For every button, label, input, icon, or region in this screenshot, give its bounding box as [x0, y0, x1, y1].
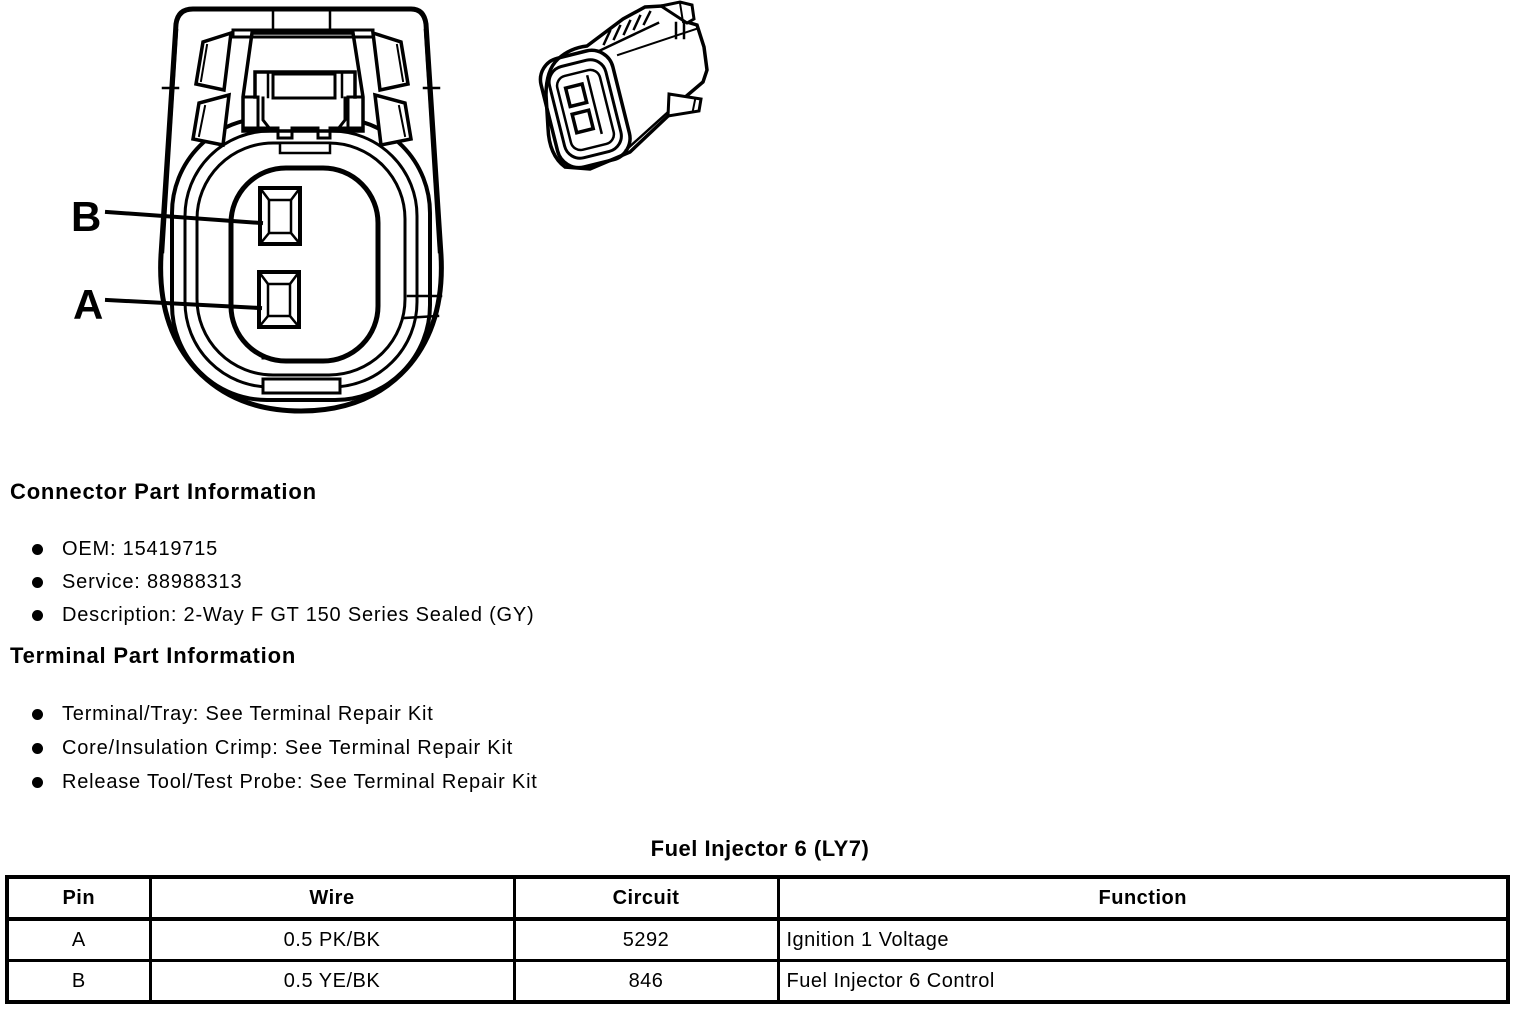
connector-front-view	[71, 9, 441, 411]
table-title: Fuel Injector 6 (LY7)	[650, 836, 870, 861]
bullet-icon	[32, 610, 43, 621]
column-header-pin: Pin	[7, 877, 150, 919]
terminal-info-list	[0, 697, 538, 799]
table-row	[7, 919, 1508, 961]
list-item	[0, 731, 538, 765]
connector-diagrams	[0, 0, 760, 460]
pin-a-label: A	[73, 281, 104, 328]
terminal-part-info-heading: Terminal Part Information	[10, 643, 297, 668]
table-row	[7, 961, 1508, 1003]
cell-circuit: 5292	[514, 919, 778, 961]
bullet-icon	[32, 709, 43, 720]
bullet-icon	[32, 743, 43, 754]
keying-tab-bottom-outer	[263, 379, 340, 393]
cell-wire: 0.5 PK/BK	[150, 919, 514, 961]
pin-b-cavity	[260, 188, 300, 244]
oem-number: OEM: 15419715	[62, 538, 219, 560]
cell-function: Fuel Injector 6 Control	[778, 961, 1508, 1003]
column-header-function: Function	[778, 877, 1508, 919]
cell-function: Ignition 1 Voltage	[778, 919, 1508, 961]
list-item	[0, 765, 538, 799]
list-item	[0, 599, 535, 632]
service-number: Service: 88988313	[62, 571, 243, 593]
cell-wire: 0.5 YE/BK	[150, 961, 514, 1003]
crimp-info: Core/Insulation Crimp: See Terminal Repair Kit	[62, 736, 514, 759]
list-item	[0, 566, 535, 599]
pinout-table	[5, 875, 1510, 1004]
cell-circuit: 846	[514, 961, 778, 1003]
latch-tower	[233, 12, 373, 153]
connector-part-info-heading: Connector Part Information	[10, 479, 317, 504]
bullet-icon	[32, 544, 43, 555]
connector-side-view	[536, 2, 707, 172]
release-tool-info: Release Tool/Test Probe: See Terminal Repair Kit	[62, 770, 538, 793]
bullet-icon	[32, 777, 43, 788]
terminal-cavity-wall	[231, 168, 378, 361]
list-item	[0, 697, 538, 731]
table-header-row	[7, 877, 1508, 919]
bullet-icon	[32, 577, 43, 588]
pin-a-cavity	[259, 272, 299, 327]
cell-pin: B	[7, 961, 150, 1003]
terminal-tray-info: Terminal/Tray: See Terminal Repair Kit	[62, 702, 434, 725]
cell-pin: A	[7, 919, 150, 961]
side-lock-tab	[668, 94, 701, 116]
connector-description: Description: 2-Way F GT 150 Series Sealed (GY)	[62, 604, 535, 626]
column-header-circuit: Circuit	[514, 877, 778, 919]
pin-b-label: B	[71, 193, 102, 240]
column-header-wire: Wire	[150, 877, 514, 919]
connector-info-list	[0, 533, 535, 632]
list-item	[0, 533, 535, 566]
